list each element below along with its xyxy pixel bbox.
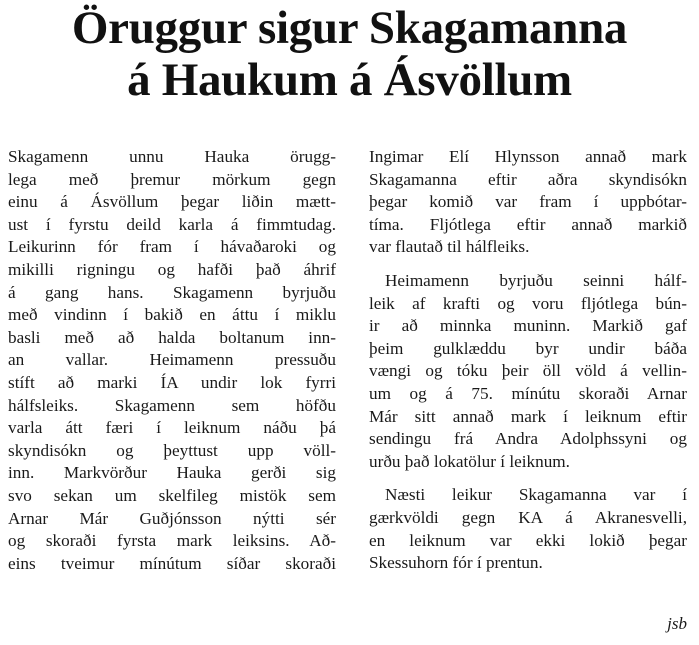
text-line: Skessuhorn fór í prentun.: [369, 553, 543, 573]
text-line: Leikurinn fór fram í hávaðaroki og: [8, 237, 336, 257]
headline-line-1: Öruggur sigur Skagamanna: [71, 2, 628, 54]
paragraph-2: [369, 270, 687, 473]
text-line: vængi og tóku þeir öll völd á vellin-: [369, 361, 687, 381]
text-line: leik af krafti og voru fljótlega bún-: [369, 293, 687, 313]
text-line: með vindinn í bakið en áttu í miklu: [8, 305, 336, 325]
text-line: og skoraði fyrsta mark leiksins. Að-: [8, 531, 336, 551]
article-column-right: [369, 146, 687, 575]
text-line: en leiknum var ekki lokið þegar: [369, 530, 687, 550]
text-line: eins tveimur mínútum síðar skoraði: [8, 553, 336, 573]
author-signature: jsb: [667, 614, 687, 633]
text-line: einu á Ásvöllum þegar liðin mætt-: [8, 192, 336, 212]
text-line: mikilli rigningu og hafði það áhrif: [8, 259, 336, 279]
text-line: ir að minnka muninn. Markið gaf: [369, 316, 687, 336]
text-line: lega með þremur mörkum gegn: [8, 169, 336, 189]
text-line: sendingu frá Andra Adolphssyni og: [369, 429, 687, 449]
text-line: hálfsleiks. Skagamenn sem höfðu: [8, 395, 336, 415]
text-line: þegar komið var fram í uppbótar-: [369, 192, 687, 212]
text-line: an vallar. Heimamenn pressuðu: [8, 350, 336, 370]
text-line: um og á 75. mínútu skoraði Arnar: [369, 383, 687, 403]
text-line: ust í fyrstu deild karla á fimmtudag.: [8, 214, 336, 234]
text-line: tíma. Fljótlega eftir annað markið: [369, 214, 687, 234]
text-line: urðu það lokatölur í leiknum.: [369, 451, 570, 471]
text-line: á gang hans. Skagamenn byrjuðu: [8, 282, 336, 302]
text-line: Skagamenn unnu Hauka örugg-: [8, 147, 336, 166]
text-line: basli með að halda boltanum inn-: [8, 327, 336, 347]
article-column-left: [8, 146, 336, 575]
text-line: svo sekan um skelfileg mistök sem: [8, 485, 336, 505]
text-line: Már sitt annað mark í leiknum eftir: [369, 406, 687, 426]
text-line: Skagamanna eftir aðra skyndisókn: [369, 169, 687, 189]
text-line: inn. Markvörður Hauka gerði sig: [8, 463, 336, 483]
text-line: Ingimar Elí Hlynsson annað mark: [369, 147, 687, 166]
text-line: Heimamenn byrjuðu seinni hálf-: [385, 270, 687, 290]
text-line: stíft að marki ÍA undir lok fyrri: [8, 372, 336, 392]
text-line: Arnar Már Guðjónsson nýtti sér: [8, 508, 336, 528]
paragraph-1: [369, 146, 687, 259]
article-headline: [0, 2, 699, 106]
paragraph-3: [369, 484, 687, 574]
text-line: gærkvöldi gegn KA á Akranesvelli,: [369, 507, 687, 527]
text-line: var flautað til hálfleiks.: [369, 237, 530, 257]
text-line: Næsti leikur Skagamanna var í: [385, 485, 687, 505]
text-line: varla átt færi í leiknum náðu þá: [8, 418, 336, 438]
text-line: skyndisókn og þeyttust upp völl-: [8, 440, 336, 460]
headline-line-2: á Haukum á Ásvöllum: [127, 54, 572, 106]
text-line: þeim gulklæddu byr undir báða: [369, 338, 687, 358]
